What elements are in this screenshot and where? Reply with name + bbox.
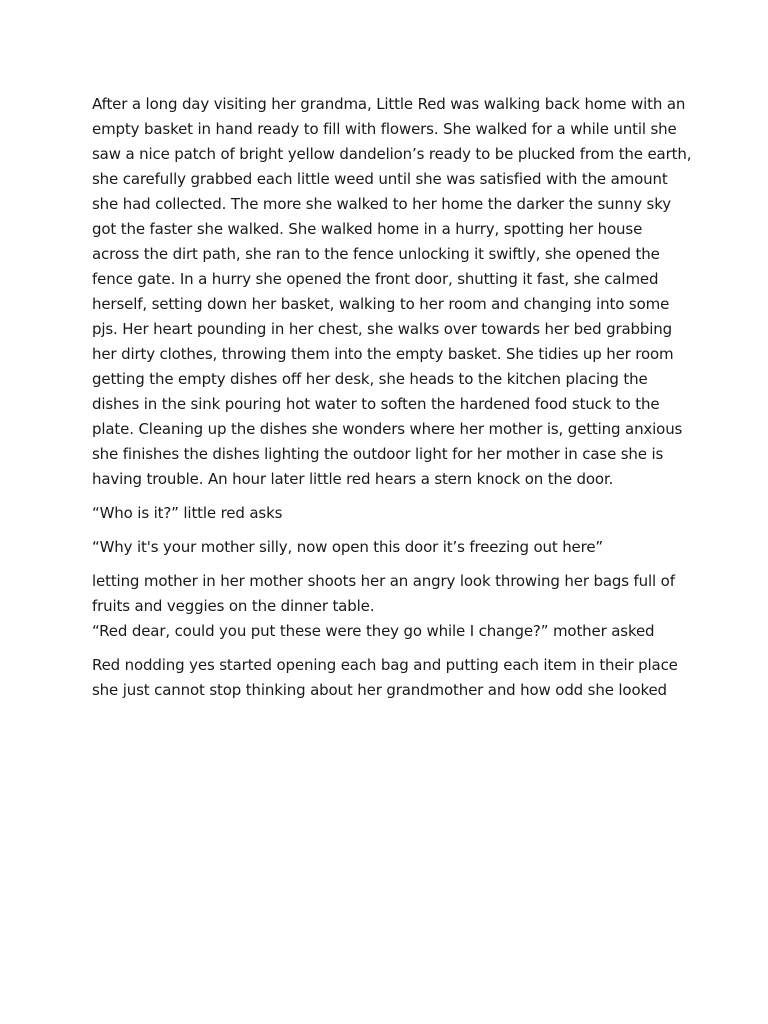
paragraph-story-opening: After a long day visiting her grandma, Little Red was walking back home with an empty basket in hand ready to fill with flowers. She walked for a while until she saw a nice patch of bright yellow dandelion’s ready to be plucked from the earth, she carefully grabbed each little weed until she was satisfied with the amount she had collected. The more she walked to her home the darker the sunny sky got the faster she walked. She walked home in a hurry, spotting her house across the dirt path, she ran to the fence unlocking it swiftly, she opened the fence gate. In a hurry she opened the front door, shutting it fast, she calmed herself, setting down her basket, walking to her room and changing into some pjs. Her heart pounding in her chest, she walks over towards her bed grabbing her dirty clothes, throwing them into the empty basket. She tidies up her room getting the empty dishes off her desk, she heads to the kitchen placing the dishes in the sink pouring hot water to soften the hardened food stuck to the plate. Cleaning up the dishes she wonders where her mother is, getting anxious she finishes the dishes lighting the outdoor light for her mother in case she is having trouble. An hour later little red hears a stern knock on the door. [92, 95, 692, 488]
paragraph-red-dear: “Red dear, could you put these were they go while I change?” mother asked [92, 622, 655, 640]
document-body [92, 92, 692, 703]
paragraph-red-nodding: Red nodding yes started opening each bag and putting each item in their place she just cannot stop thinking about her grandmother and how odd she looked [92, 656, 678, 699]
paragraph-letting-mother-in: letting mother in her mother shoots her an angry look throwing her bags full of fruits and veggies on the dinner table. [92, 572, 675, 615]
paragraph-mother-reply: “Why it's your mother silly, now open this door it’s freezing out here” [92, 538, 604, 556]
paragraph-who-is-it: “Who is it?” little red asks [92, 504, 283, 522]
